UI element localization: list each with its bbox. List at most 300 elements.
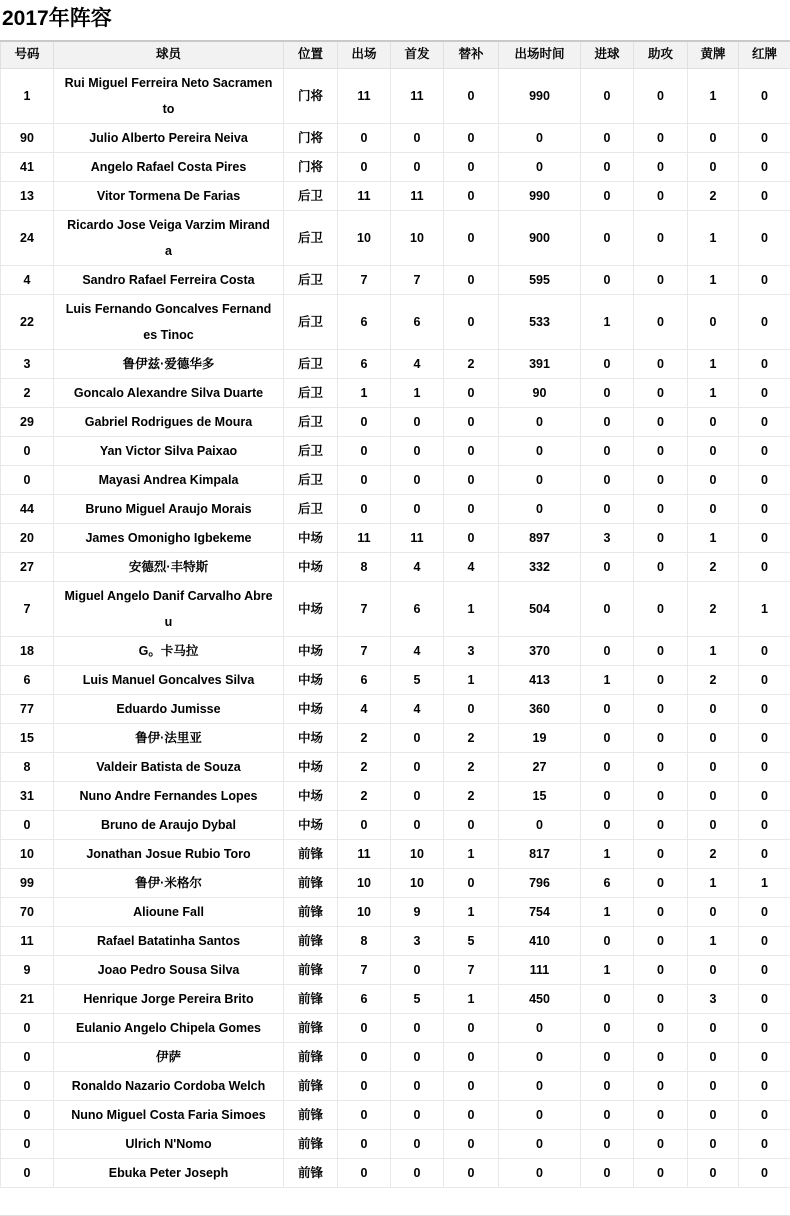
- sub-appearances-cell: 1: [444, 665, 499, 694]
- table-row: [1, 636, 790, 665]
- goals-cell: 0: [581, 581, 634, 636]
- number-cell: 0: [1, 1158, 54, 1187]
- assists-cell: 0: [634, 436, 688, 465]
- yellow-cards-cell: 0: [688, 436, 739, 465]
- assists-cell: 0: [634, 1129, 688, 1158]
- position-cell: 前锋: [284, 1071, 338, 1100]
- position-cell: 后卫: [284, 210, 338, 265]
- appearances-cell: 6: [338, 665, 391, 694]
- player-cell: Angelo Rafael Costa Pires: [54, 152, 284, 181]
- appearances-cell: 6: [338, 984, 391, 1013]
- minutes-cell: 0: [499, 407, 581, 436]
- goals-cell: 0: [581, 752, 634, 781]
- table-row: [1, 349, 790, 378]
- position-cell: 后卫: [284, 436, 338, 465]
- table-row: [1, 152, 790, 181]
- sub-appearances-cell: 0: [444, 152, 499, 181]
- player-cell: Miguel Angelo Danif Carvalho Abreu: [54, 581, 284, 636]
- appearances-cell: 0: [338, 810, 391, 839]
- starts-cell: 0: [391, 1158, 444, 1187]
- sub-appearances-cell: 0: [444, 181, 499, 210]
- goals-cell: 0: [581, 181, 634, 210]
- red-cards-cell: 1: [739, 581, 790, 636]
- minutes-cell: 15: [499, 781, 581, 810]
- goals-cell: 0: [581, 465, 634, 494]
- player-cell: 鲁伊·米格尔: [54, 868, 284, 897]
- sub-appearances-cell: 0: [444, 210, 499, 265]
- player-cell: Sandro Rafael Ferreira Costa: [54, 265, 284, 294]
- red-cards-cell: 0: [739, 181, 790, 210]
- assists-cell: 0: [634, 552, 688, 581]
- position-cell: 门将: [284, 68, 338, 123]
- starts-cell: 4: [391, 349, 444, 378]
- table-row: [1, 581, 790, 636]
- starts-cell: 0: [391, 465, 444, 494]
- column-header-goals: 进球: [581, 41, 634, 68]
- red-cards-cell: 0: [739, 123, 790, 152]
- minutes-cell: 111: [499, 955, 581, 984]
- table-row: [1, 378, 790, 407]
- assists-cell: 0: [634, 378, 688, 407]
- sub-appearances-cell: 0: [444, 407, 499, 436]
- red-cards-cell: 0: [739, 349, 790, 378]
- yellow-cards-cell: 0: [688, 123, 739, 152]
- sub-appearances-cell: 0: [444, 1158, 499, 1187]
- number-cell: 1: [1, 68, 54, 123]
- player-cell: Rui Miguel Ferreira Neto Sacramento: [54, 68, 284, 123]
- red-cards-cell: 0: [739, 294, 790, 349]
- position-cell: 中场: [284, 781, 338, 810]
- starts-cell: 6: [391, 581, 444, 636]
- player-cell: Valdeir Batista de Souza: [54, 752, 284, 781]
- table-row: [1, 294, 790, 349]
- starts-cell: 9: [391, 897, 444, 926]
- number-cell: 99: [1, 868, 54, 897]
- position-cell: 前锋: [284, 1100, 338, 1129]
- minutes-cell: 533: [499, 294, 581, 349]
- sub-appearances-cell: 2: [444, 781, 499, 810]
- minutes-cell: 0: [499, 123, 581, 152]
- sub-appearances-cell: 0: [444, 1129, 499, 1158]
- player-cell: Goncalo Alexandre Silva Duarte: [54, 378, 284, 407]
- starts-cell: 0: [391, 781, 444, 810]
- minutes-cell: 27: [499, 752, 581, 781]
- sub-appearances-cell: 0: [444, 294, 499, 349]
- column-header-yellow-cards: 黄牌: [688, 41, 739, 68]
- appearances-cell: 0: [338, 407, 391, 436]
- appearances-cell: 6: [338, 349, 391, 378]
- assists-cell: 0: [634, 294, 688, 349]
- goals-cell: 0: [581, 1042, 634, 1071]
- sub-appearances-cell: 1: [444, 839, 499, 868]
- table-row: [1, 781, 790, 810]
- starts-cell: 0: [391, 1042, 444, 1071]
- sub-appearances-cell: 0: [444, 1071, 499, 1100]
- position-cell: 门将: [284, 152, 338, 181]
- assists-cell: 0: [634, 955, 688, 984]
- position-cell: 前锋: [284, 839, 338, 868]
- column-header-red-cards: 红牌: [739, 41, 790, 68]
- player-cell: Nuno Miguel Costa Faria Simoes: [54, 1100, 284, 1129]
- player-cell: Ricardo Jose Veiga Varzim Miranda: [54, 210, 284, 265]
- yellow-cards-cell: 0: [688, 465, 739, 494]
- appearances-cell: 0: [338, 123, 391, 152]
- starts-cell: 5: [391, 984, 444, 1013]
- minutes-cell: 19: [499, 723, 581, 752]
- red-cards-cell: 0: [739, 1129, 790, 1158]
- player-cell: 安德烈·丰特斯: [54, 552, 284, 581]
- starts-cell: 0: [391, 494, 444, 523]
- player-cell: Henrique Jorge Pereira Brito: [54, 984, 284, 1013]
- yellow-cards-cell: 2: [688, 181, 739, 210]
- yellow-cards-cell: 1: [688, 868, 739, 897]
- number-cell: 9: [1, 955, 54, 984]
- table-row: [1, 1129, 790, 1158]
- column-header-starts: 首发: [391, 41, 444, 68]
- position-cell: 前锋: [284, 984, 338, 1013]
- red-cards-cell: 0: [739, 1158, 790, 1187]
- goals-cell: 0: [581, 265, 634, 294]
- yellow-cards-cell: 0: [688, 955, 739, 984]
- position-cell: 后卫: [284, 294, 338, 349]
- position-cell: 中场: [284, 810, 338, 839]
- red-cards-cell: 0: [739, 1013, 790, 1042]
- sub-appearances-cell: 3: [444, 636, 499, 665]
- minutes-cell: 90: [499, 378, 581, 407]
- goals-cell: 6: [581, 868, 634, 897]
- minutes-cell: 0: [499, 1129, 581, 1158]
- number-cell: 0: [1, 1042, 54, 1071]
- starts-cell: 7: [391, 265, 444, 294]
- goals-cell: 0: [581, 636, 634, 665]
- sub-appearances-cell: 0: [444, 1100, 499, 1129]
- yellow-cards-cell: 0: [688, 494, 739, 523]
- goals-cell: 0: [581, 152, 634, 181]
- position-cell: 后卫: [284, 378, 338, 407]
- sub-appearances-cell: 1: [444, 581, 499, 636]
- number-cell: 27: [1, 552, 54, 581]
- number-cell: 41: [1, 152, 54, 181]
- player-cell: 伊萨: [54, 1042, 284, 1071]
- minutes-cell: 0: [499, 465, 581, 494]
- starts-cell: 0: [391, 1013, 444, 1042]
- goals-cell: 0: [581, 694, 634, 723]
- red-cards-cell: 0: [739, 723, 790, 752]
- player-cell: Mayasi Andrea Kimpala: [54, 465, 284, 494]
- yellow-cards-cell: 0: [688, 407, 739, 436]
- starts-cell: 11: [391, 68, 444, 123]
- table-row: [1, 665, 790, 694]
- appearances-cell: 8: [338, 926, 391, 955]
- starts-cell: 4: [391, 552, 444, 581]
- yellow-cards-cell: 0: [688, 1158, 739, 1187]
- table-row: [1, 810, 790, 839]
- table-row: [1, 407, 790, 436]
- table-row: [1, 752, 790, 781]
- red-cards-cell: 0: [739, 926, 790, 955]
- starts-cell: 0: [391, 123, 444, 152]
- yellow-cards-cell: 1: [688, 926, 739, 955]
- appearances-cell: 0: [338, 465, 391, 494]
- yellow-cards-cell: 3: [688, 984, 739, 1013]
- minutes-cell: 796: [499, 868, 581, 897]
- table-row: [1, 123, 790, 152]
- appearances-cell: 7: [338, 955, 391, 984]
- goals-cell: 1: [581, 294, 634, 349]
- minutes-cell: 990: [499, 68, 581, 123]
- column-header-player: 球员: [54, 41, 284, 68]
- yellow-cards-cell: 1: [688, 636, 739, 665]
- position-cell: 中场: [284, 552, 338, 581]
- player-cell: Ulrich N'Nomo: [54, 1129, 284, 1158]
- position-cell: 中场: [284, 523, 338, 552]
- goals-cell: 0: [581, 378, 634, 407]
- red-cards-cell: 0: [739, 265, 790, 294]
- red-cards-cell: 1: [739, 868, 790, 897]
- red-cards-cell: 0: [739, 494, 790, 523]
- red-cards-cell: 0: [739, 781, 790, 810]
- position-cell: 后卫: [284, 349, 338, 378]
- goals-cell: 3: [581, 523, 634, 552]
- goals-cell: 0: [581, 407, 634, 436]
- red-cards-cell: 0: [739, 897, 790, 926]
- number-cell: 10: [1, 839, 54, 868]
- number-cell: 22: [1, 294, 54, 349]
- position-cell: 前锋: [284, 955, 338, 984]
- appearances-cell: 2: [338, 781, 391, 810]
- appearances-cell: 0: [338, 1158, 391, 1187]
- minutes-cell: 0: [499, 152, 581, 181]
- number-cell: 24: [1, 210, 54, 265]
- table-row: [1, 1100, 790, 1129]
- number-cell: 0: [1, 1071, 54, 1100]
- table-row: [1, 265, 790, 294]
- number-cell: 29: [1, 407, 54, 436]
- assists-cell: 0: [634, 152, 688, 181]
- sub-appearances-cell: 0: [444, 1042, 499, 1071]
- player-cell: 鲁伊兹·爱德华多: [54, 349, 284, 378]
- number-cell: 31: [1, 781, 54, 810]
- minutes-cell: 413: [499, 665, 581, 694]
- assists-cell: 0: [634, 407, 688, 436]
- number-cell: 18: [1, 636, 54, 665]
- sub-appearances-cell: 0: [444, 810, 499, 839]
- appearances-cell: 11: [338, 523, 391, 552]
- minutes-cell: 504: [499, 581, 581, 636]
- starts-cell: 4: [391, 636, 444, 665]
- assists-cell: 0: [634, 665, 688, 694]
- appearances-cell: 10: [338, 868, 391, 897]
- table-row: [1, 1071, 790, 1100]
- player-cell: Joao Pedro Sousa Silva: [54, 955, 284, 984]
- assists-cell: 0: [634, 752, 688, 781]
- red-cards-cell: 0: [739, 984, 790, 1013]
- assists-cell: 0: [634, 839, 688, 868]
- appearances-cell: 8: [338, 552, 391, 581]
- minutes-cell: 391: [499, 349, 581, 378]
- position-cell: 中场: [284, 752, 338, 781]
- minutes-cell: 370: [499, 636, 581, 665]
- goals-cell: 0: [581, 552, 634, 581]
- appearances-cell: 10: [338, 210, 391, 265]
- appearances-cell: 7: [338, 581, 391, 636]
- position-cell: 门将: [284, 123, 338, 152]
- starts-cell: 1: [391, 378, 444, 407]
- player-cell: Ronaldo Nazario Cordoba Welch: [54, 1071, 284, 1100]
- minutes-cell: 900: [499, 210, 581, 265]
- starts-cell: 0: [391, 1071, 444, 1100]
- number-cell: 6: [1, 665, 54, 694]
- number-cell: 0: [1, 436, 54, 465]
- starts-cell: 0: [391, 407, 444, 436]
- appearances-cell: 6: [338, 294, 391, 349]
- table-row: [1, 955, 790, 984]
- goals-cell: 1: [581, 897, 634, 926]
- number-cell: 44: [1, 494, 54, 523]
- appearances-cell: 11: [338, 181, 391, 210]
- yellow-cards-cell: 0: [688, 752, 739, 781]
- number-cell: 0: [1, 465, 54, 494]
- minutes-cell: 0: [499, 1071, 581, 1100]
- position-cell: 中场: [284, 665, 338, 694]
- goals-cell: 0: [581, 781, 634, 810]
- goals-cell: 0: [581, 349, 634, 378]
- yellow-cards-cell: 0: [688, 1129, 739, 1158]
- starts-cell: 10: [391, 839, 444, 868]
- starts-cell: 6: [391, 294, 444, 349]
- player-cell: Luis Fernando Goncalves Fernandes Tinoc: [54, 294, 284, 349]
- goals-cell: 0: [581, 1071, 634, 1100]
- assists-cell: 0: [634, 465, 688, 494]
- table-row: [1, 1013, 790, 1042]
- player-cell: Bruno de Araujo Dybal: [54, 810, 284, 839]
- number-cell: 77: [1, 694, 54, 723]
- minutes-cell: 450: [499, 984, 581, 1013]
- assists-cell: 0: [634, 868, 688, 897]
- table-row: [1, 926, 790, 955]
- yellow-cards-cell: 1: [688, 378, 739, 407]
- page-title: 2017年阵容: [2, 6, 790, 31]
- sub-appearances-cell: 5: [444, 926, 499, 955]
- red-cards-cell: 0: [739, 636, 790, 665]
- table-row: [1, 839, 790, 868]
- sub-appearances-cell: 2: [444, 723, 499, 752]
- number-cell: 20: [1, 523, 54, 552]
- squad-table: [0, 40, 790, 1188]
- player-cell: Jonathan Josue Rubio Toro: [54, 839, 284, 868]
- red-cards-cell: 0: [739, 1100, 790, 1129]
- number-cell: 7: [1, 581, 54, 636]
- sub-appearances-cell: 4: [444, 552, 499, 581]
- assists-cell: 0: [634, 897, 688, 926]
- sub-appearances-cell: 0: [444, 1013, 499, 1042]
- yellow-cards-cell: 0: [688, 723, 739, 752]
- red-cards-cell: 0: [739, 1042, 790, 1071]
- sub-appearances-cell: 7: [444, 955, 499, 984]
- number-cell: 8: [1, 752, 54, 781]
- position-cell: 后卫: [284, 407, 338, 436]
- yellow-cards-cell: 0: [688, 810, 739, 839]
- assists-cell: 0: [634, 636, 688, 665]
- assists-cell: 0: [634, 523, 688, 552]
- yellow-cards-cell: 2: [688, 839, 739, 868]
- position-cell: 中场: [284, 581, 338, 636]
- assists-cell: 0: [634, 1071, 688, 1100]
- assists-cell: 0: [634, 123, 688, 152]
- assists-cell: 0: [634, 1013, 688, 1042]
- number-cell: 90: [1, 123, 54, 152]
- number-cell: 0: [1, 1129, 54, 1158]
- appearances-cell: 0: [338, 1129, 391, 1158]
- sub-appearances-cell: 0: [444, 378, 499, 407]
- red-cards-cell: 0: [739, 665, 790, 694]
- player-cell: Yan Victor Silva Paixao: [54, 436, 284, 465]
- red-cards-cell: 0: [739, 465, 790, 494]
- number-cell: 0: [1, 1013, 54, 1042]
- sub-appearances-cell: 1: [444, 984, 499, 1013]
- starts-cell: 0: [391, 955, 444, 984]
- minutes-cell: 410: [499, 926, 581, 955]
- goals-cell: 0: [581, 1013, 634, 1042]
- player-cell: Eulanio Angelo Chipela Gomes: [54, 1013, 284, 1042]
- position-cell: 前锋: [284, 1013, 338, 1042]
- table-row: [1, 210, 790, 265]
- goals-cell: 0: [581, 436, 634, 465]
- starts-cell: 10: [391, 210, 444, 265]
- table-row: [1, 465, 790, 494]
- red-cards-cell: 0: [739, 436, 790, 465]
- position-cell: 前锋: [284, 897, 338, 926]
- position-cell: 中场: [284, 694, 338, 723]
- table-row: [1, 494, 790, 523]
- yellow-cards-cell: 0: [688, 897, 739, 926]
- appearances-cell: 10: [338, 897, 391, 926]
- position-cell: 中场: [284, 723, 338, 752]
- red-cards-cell: 0: [739, 378, 790, 407]
- sub-appearances-cell: 2: [444, 752, 499, 781]
- red-cards-cell: 0: [739, 152, 790, 181]
- position-cell: 前锋: [284, 1042, 338, 1071]
- sub-appearances-cell: 2: [444, 349, 499, 378]
- number-cell: 0: [1, 1100, 54, 1129]
- player-cell: Luis Manuel Goncalves Silva: [54, 665, 284, 694]
- yellow-cards-cell: 2: [688, 552, 739, 581]
- appearances-cell: 0: [338, 152, 391, 181]
- appearances-cell: 0: [338, 1071, 391, 1100]
- player-cell: Bruno Miguel Araujo Morais: [54, 494, 284, 523]
- number-cell: 0: [1, 810, 54, 839]
- yellow-cards-cell: 0: [688, 1100, 739, 1129]
- assists-cell: 0: [634, 581, 688, 636]
- sub-appearances-cell: 0: [444, 436, 499, 465]
- position-cell: 前锋: [284, 1158, 338, 1187]
- assists-cell: 0: [634, 494, 688, 523]
- player-cell: James Omonigho Igbekeme: [54, 523, 284, 552]
- table-row: [1, 1158, 790, 1187]
- minutes-cell: 0: [499, 436, 581, 465]
- table-row: [1, 694, 790, 723]
- yellow-cards-cell: 0: [688, 1013, 739, 1042]
- table-row: [1, 552, 790, 581]
- sub-appearances-cell: 0: [444, 494, 499, 523]
- red-cards-cell: 0: [739, 68, 790, 123]
- red-cards-cell: 0: [739, 752, 790, 781]
- red-cards-cell: 0: [739, 1071, 790, 1100]
- assists-cell: 0: [634, 349, 688, 378]
- goals-cell: 0: [581, 810, 634, 839]
- sub-appearances-cell: 0: [444, 68, 499, 123]
- minutes-cell: 817: [499, 839, 581, 868]
